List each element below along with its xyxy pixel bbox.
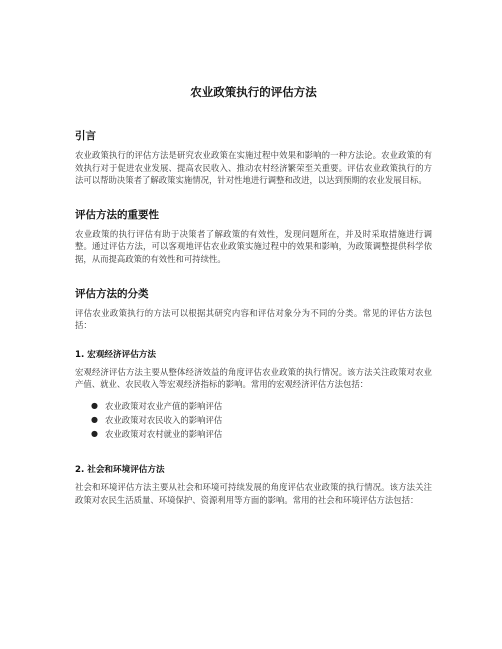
section-classification [75, 286, 432, 332]
intro-heading: 引言 [75, 130, 96, 142]
classification-paragraph: 评估农业政策执行的方法可以根据其研究内容和评估对象分为不同的分类。常见的评估方法包括： [75, 307, 432, 331]
list-item-text: 农业政策对农民收入的影响评估 [105, 414, 223, 425]
importance-heading: 评估方法的重要性 [75, 208, 159, 221]
section-macro [75, 348, 432, 441]
macro-method-list [91, 399, 432, 441]
bullet-icon: ● [91, 414, 98, 424]
list-item-text: 农业政策对农业产值的影响评估 [105, 400, 223, 411]
bullet-icon: ● [91, 428, 98, 438]
social-heading: 2. 社会和环境评估方法 [75, 464, 165, 475]
list-item-text: 农业政策对农村就业的影响评估 [105, 428, 223, 439]
classification-heading: 评估方法的分类 [75, 287, 149, 300]
macro-heading: 1. 宏观经济评估方法 [75, 349, 156, 360]
social-paragraph: 社会和环境评估方法主要从社会和环境可持续发展的角度评估农业政策的执行情况。该方法关注政策对农民生活质量、环境保护、资源利用等方面的影响。常用的社会和环境评估方法包括： [75, 481, 432, 505]
section-social [75, 463, 432, 506]
section-intro [75, 128, 432, 187]
list-item [91, 399, 432, 413]
macro-paragraph: 宏观经济评估方法主要从整体经济效益的角度评估农业政策的执行情况。该方法关注政策对农业产值、就业、农民收入等宏观经济指标的影响。常用的宏观经济评估方法包括： [75, 366, 432, 390]
intro-paragraph: 农业政策执行的评估方法是研究农业政策在实施过程中效果和影响的一种方法论。农业政策的有效执行对于促进农业发展、提高农民收入、推动农村经济繁荣至关重要。评估农业政策执行的方法可以帮助决策者了解政策实施情况，针对性地进行调整和改进，以达到预期的农业发展目标。 [75, 150, 432, 186]
bullet-icon: ● [91, 400, 98, 410]
list-item [91, 427, 432, 441]
importance-paragraph: 农业政策的执行评估有助于决策者了解政策的有效性，发现问题所在，并及时采取措施进行调整。通过评估方法，可以客观地评估农业政策实施过程中的效果和影响，为政策调整提供科学依据，从而提高政策的有效性和可持续性。 [75, 228, 432, 264]
section-importance [75, 207, 432, 266]
document-title: 农业政策执行的评估方法 [190, 85, 317, 99]
list-item [91, 413, 432, 427]
